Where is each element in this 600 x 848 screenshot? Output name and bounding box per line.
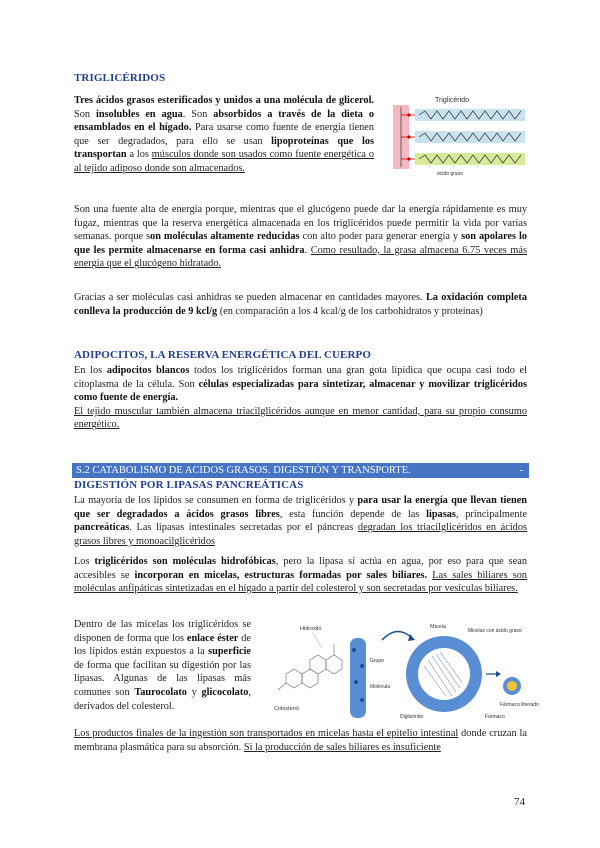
svg-text:Fármaco liberado: Fármaco liberado [500, 702, 539, 708]
svg-text:Fármaco: Fármaco [485, 714, 505, 720]
svg-text:Hidroxilo: Hidroxilo [300, 626, 322, 632]
svg-text:Micelas con ácido graso: Micelas con ácido graso [468, 628, 522, 634]
micelle-diagram [272, 618, 539, 722]
trigliceridos-oxidacion: Gracias a ser moléculas casi anhidras se pueden almacenar en cantidades mayores. La oxidación completa conlleva la producción de 9 kcl/g (en comparación a los 4 kcal/g de los carbohidratos y proteínas) [74, 292, 527, 317]
svg-text:Grupo: Grupo [370, 658, 384, 664]
svg-text:Colesterol: Colesterol [274, 706, 299, 712]
trigliceridos-energia: Son una fuente alta de energía porque, mientras que el glucógeno puede dar la energía rápidamente es muy fugaz, mientras que la reserva energética almacenada en los triglicéridos puede permitir la vida por varias semanas. porque son moléculas altamente reducidas con alto poder para generar energía y son apolares lo que les permite almacenarse en forma casi anhidra. Como resultado, la grasa almacena 6.75 veces más energía que el glucógeno hidratado. [74, 204, 527, 270]
section-title-adipocitos: ADIPOCITOS, LA RESERVA ENERGÉTICA DEL CUERPO [74, 349, 372, 361]
section-banner: S.2 CATABOLISMO DE ACIDOS GRASOS. DIGESTIÓN Y TRANSPORTE. - [72, 463, 529, 478]
triglyceride-structure-figure [389, 93, 529, 179]
section-title-trigliceridos: TRIGLICÉRIDOS [74, 72, 166, 84]
svg-text:Diglicérido: Diglicérido [400, 714, 424, 720]
figure-caption: ácido graso [437, 171, 463, 177]
digestion-text-2: Los triglicéridos son moléculas hidrofóbicas, pero la lipasa sí actúa en agua, por eso para que sean accesibles se incorporan en micelas, estructuras formadas por sales biliares. Las sales biliares son moléculas anfipáticas sintetizadas en el hígado a partir del colesterol y son secretadas por vesículas biliares. [74, 556, 527, 595]
figure-title: Triglicérido [435, 97, 469, 104]
svg-text:Micela: Micela [430, 624, 446, 630]
page-number: 74 [514, 796, 525, 808]
svg-text:Molécula: Molécula [370, 684, 391, 690]
transporte-text: Los productos finales de la ingestión son transportados en micelas hasta el epitelio intestinal donde cruzan la membrana plasmática para su absorción. Si la producción de sales biliares es insuficiente [74, 728, 527, 753]
digestion-text-1: La mayoría de los lípidos se consumen en forma de triglicéridos y para usar la energía que llevan tienen que ser degradados a ácidos grasos libres, esta función depende de las lipasas, principalmente pancreáticas. Las lipasas intestinales secretadas por el páncreas degradan los triacilglicéridos en ácidos grasos libres y monoacilglicéridos [74, 495, 528, 547]
trigliceridos-intro: Tres ácidos grasos esterificados y unidos a una molécula de glicerol. Son insolubles en agua. Son absorbidos a través de la dieta o ensamblados en el hígado. Para usarse como fuente de energía tienen que ser degradados, para ello se usan lipoproteínas que los transportan a los músculos donde son usados como fuente energética o al tejido adiposo donde son almacenados. [74, 95, 375, 174]
micelas-text: Dentro de las micelas los triglicéridos se disponen de forma que los enlace éster de los lípidos están expuestos a la superficie de forma que facilitan su digestión por las lipasas. Algunas de las lipasas más comunes son Taurocolato y glicocolato, derivados del colesterol. [74, 619, 251, 712]
section-title-digestion: DIGESTIÓN POR LIPASAS PANCREÁTICAS [74, 479, 304, 491]
adipocitos-text: En los adipocitos blancos todos los triglicéridos forman una gran gota lipídica que ocupa casi todo el citoplasma de la célula. Son células especializadas para sintetizar, almacenar y movilizar triglicéridos como fuente de energía. El tejido muscular también almacena triacilglicéridos aunque en menor cantidad, para su propio consumo energético. [74, 365, 528, 431]
